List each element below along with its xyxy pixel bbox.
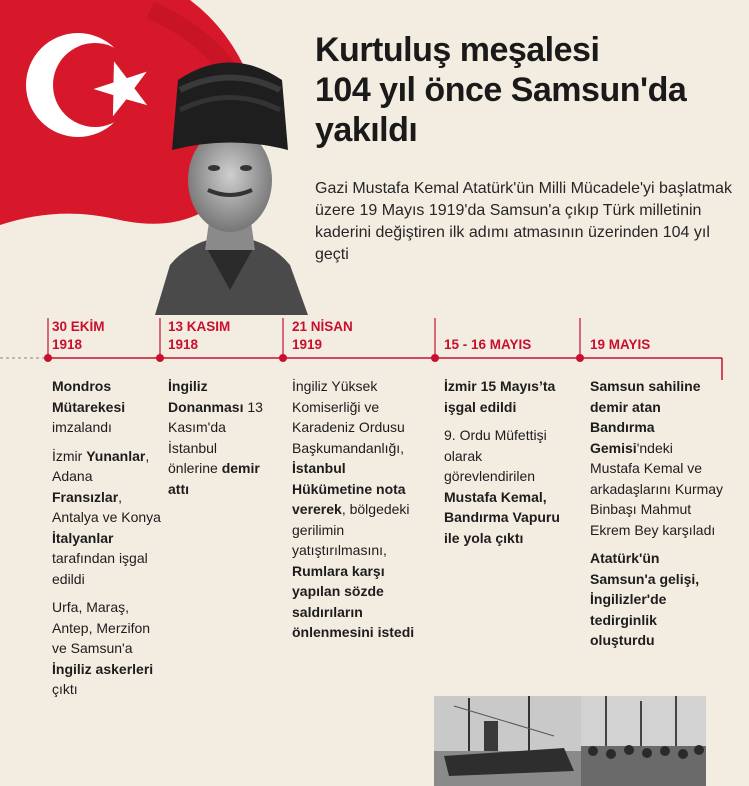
event-column-4 (444, 376, 569, 556)
event-4-paragraph-1: İzmir 15 Mayıs’ta işgal edildi (444, 378, 556, 415)
date-2 (168, 318, 230, 354)
date-1-line-1: 30 EKİM (52, 319, 105, 334)
date-2-line-2: 1918 (168, 337, 199, 352)
title-line-1: Kurtuluş meşalesi (315, 31, 600, 69)
event-column-3 (292, 376, 417, 651)
event-5-paragraph-1: Samsun sahiline demir atan Bandırma Gemisi'ndeki Mustafa Kemal ve arkadaşlarını Kurmay Binbaşı Mahmut Ekrem Bey karşıladı (590, 378, 724, 538)
event-column-2 (168, 376, 268, 507)
timeline-dot-1 (44, 354, 52, 362)
timeline-dot-3 (279, 354, 287, 362)
timeline-dot-5 (576, 354, 584, 362)
event-5-paragraph-2: Atatürk'ün Samsun'a gelişi, İngilizler'de tedirginlik oluşturdu (590, 550, 700, 648)
event-1-paragraph-1: Mondros Mütarekesi imzalandı (52, 378, 126, 435)
timeline-dot-4 (431, 354, 439, 362)
title-line-3: yakıldı (315, 111, 418, 149)
date-3-line-1: 21 NİSAN (292, 319, 353, 334)
date-3-line-2: 1919 (292, 337, 323, 352)
date-4: 15 - 16 MAYIS (444, 337, 532, 352)
ship-photo (434, 696, 582, 786)
date-2-line-1: 13 KASIM (168, 319, 231, 334)
event-1-paragraph-3: Urfa, Maraş, Antep, Merzifon ve Samsun'a İngiliz askerleri çıktı (52, 599, 154, 697)
date-1 (52, 318, 105, 354)
date-3 (292, 318, 353, 354)
event-column-5 (590, 376, 725, 659)
event-1-paragraph-2: İzmir Yunanlar, Adana Fransızlar, Antalya ve Konya İtalyanlar tarafından işgal edildi (52, 447, 161, 587)
event-4-paragraph-2: 9. Ordu Müfettişi olarak görevlendirilen Mustafa Kemal, Bandırma Vapuru ile yola çıktı (444, 427, 560, 546)
page-title (315, 30, 735, 150)
lead-paragraph: Gazi Mustafa Kemal Atatürk'ün Milli Mücadele'yi başlatmak üzere 19 Mayıs 1919'da Samsun'a çıkıp Türk milletinin kaderini değiştiren ilk adımı atmasının üzerinden 104 yıl geçti (315, 180, 732, 263)
date-5: 19 MAYIS (590, 337, 651, 352)
ataturk-portrait (150, 40, 310, 315)
crowd-photo (581, 696, 706, 786)
event-2-paragraph-1: İngiliz Donanması 13 Kasım'da İstanbul önlerine demir attı (168, 378, 263, 497)
title-line-2: 104 yıl önce Samsun'da (315, 71, 687, 109)
timeline-dot-2 (156, 354, 164, 362)
event-column-1 (52, 376, 162, 708)
date-1-line-2: 1918 (52, 337, 83, 352)
event-3-paragraph-1: İngiliz Yüksek Komiserliği ve Karadeniz Ordusu Başkumandanlığı, İstanbul Hükümetine nota vererek, bölgedeki gerilimin yatıştırılmasını, Rumlara karşı yapılan sözde saldırıların önlenmesini istedi (292, 378, 415, 640)
